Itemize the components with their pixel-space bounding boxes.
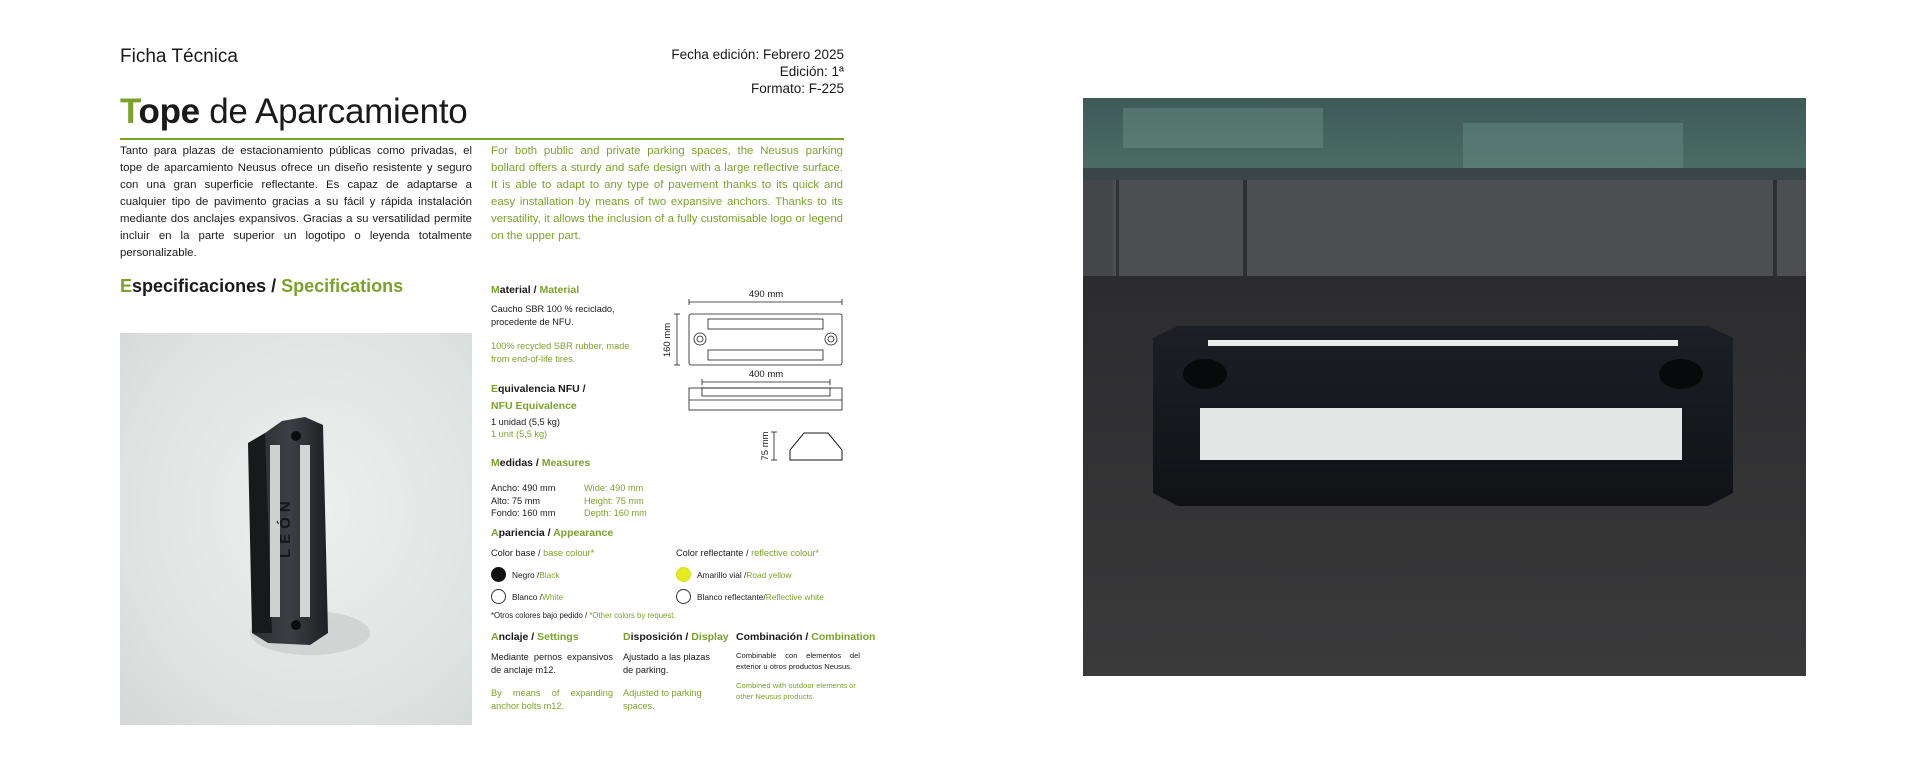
white-label	[512, 592, 563, 602]
appearance-title-en: Appearance	[553, 527, 614, 539]
display-title-first: D	[623, 631, 631, 643]
display-title	[623, 631, 729, 643]
spec-heading-es: specificaciones /	[132, 276, 277, 296]
measures-title	[491, 457, 590, 469]
reflective-colour-white	[676, 589, 824, 604]
material-title-en: Material	[539, 284, 580, 296]
drawing-length-label: 490 mm	[748, 289, 784, 300]
measures-title-en: Measures	[541, 457, 591, 469]
combination-title	[736, 631, 875, 643]
colours-note-en: *Other colors by request.	[589, 611, 676, 620]
anchoring-title-es: nclaje /	[498, 631, 535, 643]
reflective-white-label-en: Reflective white	[765, 591, 824, 602]
installed-product-photo	[1083, 98, 1806, 676]
drawing-depth-label: 160 mm	[662, 322, 673, 358]
white-label-es: Blanco /	[512, 591, 542, 602]
technical-drawing-svg	[656, 286, 846, 466]
title-bold: ope	[138, 92, 200, 131]
black-swatch	[491, 567, 506, 582]
display-title-en: Display	[691, 631, 729, 643]
measure-depth-es: Fondo: 160 mm	[491, 508, 556, 518]
anchoring-title	[491, 631, 579, 643]
intro-spanish: Tanto para plazas de estacionamiento públicas como privadas, el tope de aparcamiento Neusus ofrece un diseño resistente y seguro con una gran superficie reflectante. Es capaz de adaptarse a cualquier tipo de pavimento gracias a su fácil y rápida instalación mediante dos anclajes expansivos. Gracias a su versatilidad permite incluir en la parte superior un logotipo o leyenda totalmente personalizable.	[120, 145, 472, 259]
white-swatch	[491, 589, 506, 604]
material-title-first: M	[491, 284, 500, 296]
reflective-colour-yellow	[676, 567, 792, 582]
black-label	[512, 570, 560, 580]
measures-list-es	[491, 482, 555, 520]
measure-height-es: Alto: 75 mm	[491, 495, 541, 506]
anchoring-text-es: Mediante pernos expansivos de anclaje m12.	[491, 652, 613, 675]
intro-english: For both public and private parking spaces, the Neusus parking bollard offers a sturdy and safe design with a large reflective surface. It is able to adapt to any type of pavement thanks to its quick and easy installation by means of two expansive anchors. Thanks to its versatility, it allows the inclusion of a fully customisable logo or legend on the upper part.	[491, 145, 843, 242]
reflective-colour-label-en: reflective colour*	[751, 548, 819, 558]
drawing-base-label: 400 mm	[748, 369, 784, 380]
display-text-es: Ajustado a las plazas de parking.	[623, 652, 710, 675]
colours-note-es: *Otros colores bajo pedido /	[491, 611, 588, 620]
reflective-white-label	[697, 592, 824, 602]
equivalence-title-first: E	[491, 383, 499, 395]
technical-drawing	[656, 286, 846, 466]
material-title	[491, 284, 579, 296]
document-type: Ficha Técnica	[120, 46, 238, 67]
combination-text-en: Combined with outdoor elements or other Neusus products.	[736, 681, 856, 701]
material-title-es: aterial /	[499, 284, 537, 296]
yellow-label-en: Road yellow	[746, 569, 792, 580]
title-divider	[120, 138, 844, 140]
reflective-white-label-es: Blanco reflectante/	[697, 591, 766, 602]
white-label-en: White	[541, 591, 564, 602]
equivalence-title-es: quivalencia NFU /	[498, 383, 586, 395]
yellow-label-es: Amarillo vial /	[697, 569, 747, 580]
appearance-title-first: A	[491, 527, 499, 539]
product-illustration	[120, 333, 472, 725]
reflective-colour-label-es: Color reflectante /	[676, 548, 749, 558]
appearance-title	[491, 527, 613, 539]
anchoring-title-en: Settings	[537, 631, 579, 643]
material-text-en: 100% recycled SBR rubber, made from end-of-life tires.	[491, 341, 630, 364]
combination-text-es: Combinable con elementos del exterior u otros productos Neusus.	[736, 651, 860, 671]
display-title-es: isposición /	[630, 631, 689, 643]
black-label-es: Negro /	[512, 569, 540, 580]
document-meta	[671, 46, 844, 97]
combination-title-en: Combination	[811, 631, 876, 643]
material-text-es: Caucho SBR 100 % reciclado, procedente de NFU.	[491, 304, 615, 327]
measure-depth-en: Depth: 160 mm	[584, 508, 647, 518]
measure-width-es: Ancho: 490 mm	[491, 483, 556, 493]
installed-photo-illustration	[1083, 98, 1806, 676]
measures-title-es: edidas /	[499, 457, 539, 469]
equivalence-text-en: 1 unit (5,5 kg)	[491, 429, 548, 439]
measures-title-first: M	[491, 457, 500, 469]
anchoring-text-en: By means of expanding anchor bolts m12.	[491, 688, 613, 711]
black-label-en: Black	[539, 569, 560, 580]
colours-note	[491, 611, 676, 620]
base-colour-black	[491, 567, 560, 582]
title-first-letter: T	[120, 92, 139, 131]
base-colour-white	[491, 589, 563, 604]
base-colour-label-es: Color base /	[491, 548, 541, 558]
equivalence-text-es: 1 unidad (5,5 kg)	[491, 417, 560, 427]
reflective-white-swatch	[676, 589, 691, 604]
specifications-heading	[120, 276, 403, 297]
measures-list-en	[584, 482, 647, 520]
edition-number: Edición: 1ª	[779, 64, 844, 79]
product-logo-text: LEÓN	[277, 496, 294, 558]
base-colour-label-en: base colour*	[543, 548, 595, 558]
edition-date: Fecha edición: Febrero 2025	[671, 47, 844, 62]
appearance-title-es: pariencia /	[498, 527, 551, 539]
equivalence-title-en: NFU Equivalence	[491, 400, 577, 412]
yellow-swatch	[676, 567, 691, 582]
product-photo	[120, 333, 472, 725]
base-colour-label	[491, 547, 594, 560]
spec-heading-first: E	[120, 276, 133, 296]
title-light: de Aparcamiento	[199, 92, 468, 131]
measure-height-en: Height: 75 mm	[584, 495, 644, 506]
display-text-en: Adjusted to parking spaces.	[623, 688, 702, 711]
yellow-label	[697, 570, 792, 580]
combination-title-es: Combinación /	[736, 631, 809, 643]
drawing-height-label: 75 mm	[760, 431, 771, 461]
format-code: Formato: F-225	[750, 81, 844, 96]
page-title	[120, 92, 467, 132]
equivalence-title	[491, 381, 631, 415]
reflective-colour-label	[676, 547, 819, 560]
measure-width-en: Wide: 490 mm	[584, 483, 644, 493]
spec-heading-en: Specifications	[281, 276, 404, 296]
anchoring-title-first: A	[491, 631, 499, 643]
